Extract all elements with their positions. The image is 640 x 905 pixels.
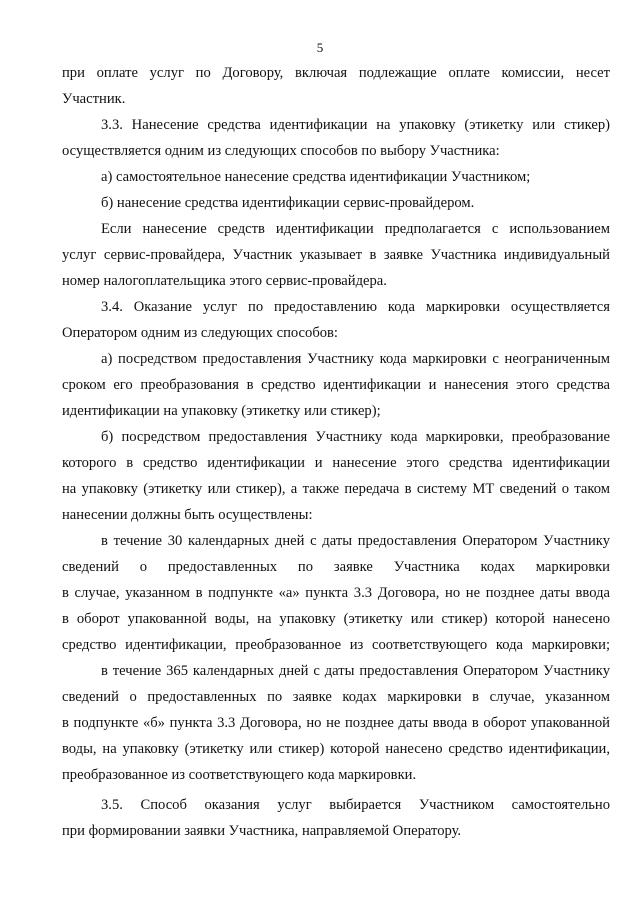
text-line: средство идентификации, преобразованное из соответствующего кода маркировки; <box>62 637 610 653</box>
text-line: Участник. <box>62 91 126 107</box>
text-line: воды, на упаковку (этикетку или стикер) которой нанесено средство идентификации, <box>62 741 610 757</box>
text-line: а) посредством предоставления Участнику кода маркировки с неограниченным <box>101 351 610 367</box>
text-line: 3.4. Оказание услуг по предоставлению кода маркировки осуществляется <box>101 299 610 315</box>
text-line: 3.3. Нанесение средства идентификации на упаковку (этикетку или стикер) <box>101 117 610 133</box>
text-line: нанесении должны быть осуществлены: <box>62 507 313 523</box>
text-line: в течение 30 календарных дней с даты предоставления Оператором Участнику <box>101 533 610 549</box>
text-line: сведений о предоставленных по заявке Участника кодах маркировки <box>62 559 610 575</box>
text-line: идентификации на упаковку (этикетку или стикер); <box>62 403 381 419</box>
text-line: номер налогоплательщика этого сервис-провайдера. <box>62 273 387 289</box>
text-line: а) самостоятельное нанесение средства идентификации Участником; <box>101 169 531 185</box>
text-line: сведений о предоставленных по заявке кодах маркировки в случае, указанном <box>62 689 610 705</box>
text-line: в случае, указанном в подпункте «а» пункта 3.3 Договора, но не позднее даты ввода <box>62 585 610 601</box>
text-line: 3.5. Способ оказания услуг выбирается Участником самостоятельно <box>101 797 610 813</box>
text-line: Оператором одним из следующих способов: <box>62 325 338 341</box>
text-line: б) посредством предоставления Участнику кода маркировки, преобразование <box>101 429 610 445</box>
text-line: в течение 365 календарных дней с даты предоставления Оператором Участнику <box>101 663 610 679</box>
text-line: Если нанесение средств идентификации предполагается с использованием <box>101 221 610 237</box>
text-line: на упаковку (этикетку или стикер), а также передача в систему МТ сведений о таком <box>62 481 610 497</box>
text-line: услуг сервис-провайдера, Участник указывает в заявке Участника индивидуальный <box>62 247 610 263</box>
text-line: в оборот упакованной воды, на упаковку (этикетку или стикер) которой нанесено <box>62 611 610 627</box>
page-number: 5 <box>316 40 324 55</box>
text-line: которого в средство идентификации и нанесение этого средства идентификации <box>62 455 610 471</box>
text-line: преобразованное из соответствующего кода маркировки. <box>62 767 417 783</box>
text-line: б) нанесение средства идентификации сервис-провайдером. <box>101 195 475 211</box>
text-line: осуществляется одним из следующих способов по выбору Участника: <box>62 143 500 159</box>
text-line: при оплате услуг по Договору, включая подлежащие оплате комиссии, несет <box>62 65 610 81</box>
text-line: сроком его преобразования в средство идентификации и нанесения этого средства <box>62 377 610 393</box>
text-line: в подпункте «б» пункта 3.3 Договора, но не позднее даты ввода в оборот упакованной <box>62 715 610 731</box>
text-line: при формировании заявки Участника, направляемой Оператору. <box>62 823 462 839</box>
